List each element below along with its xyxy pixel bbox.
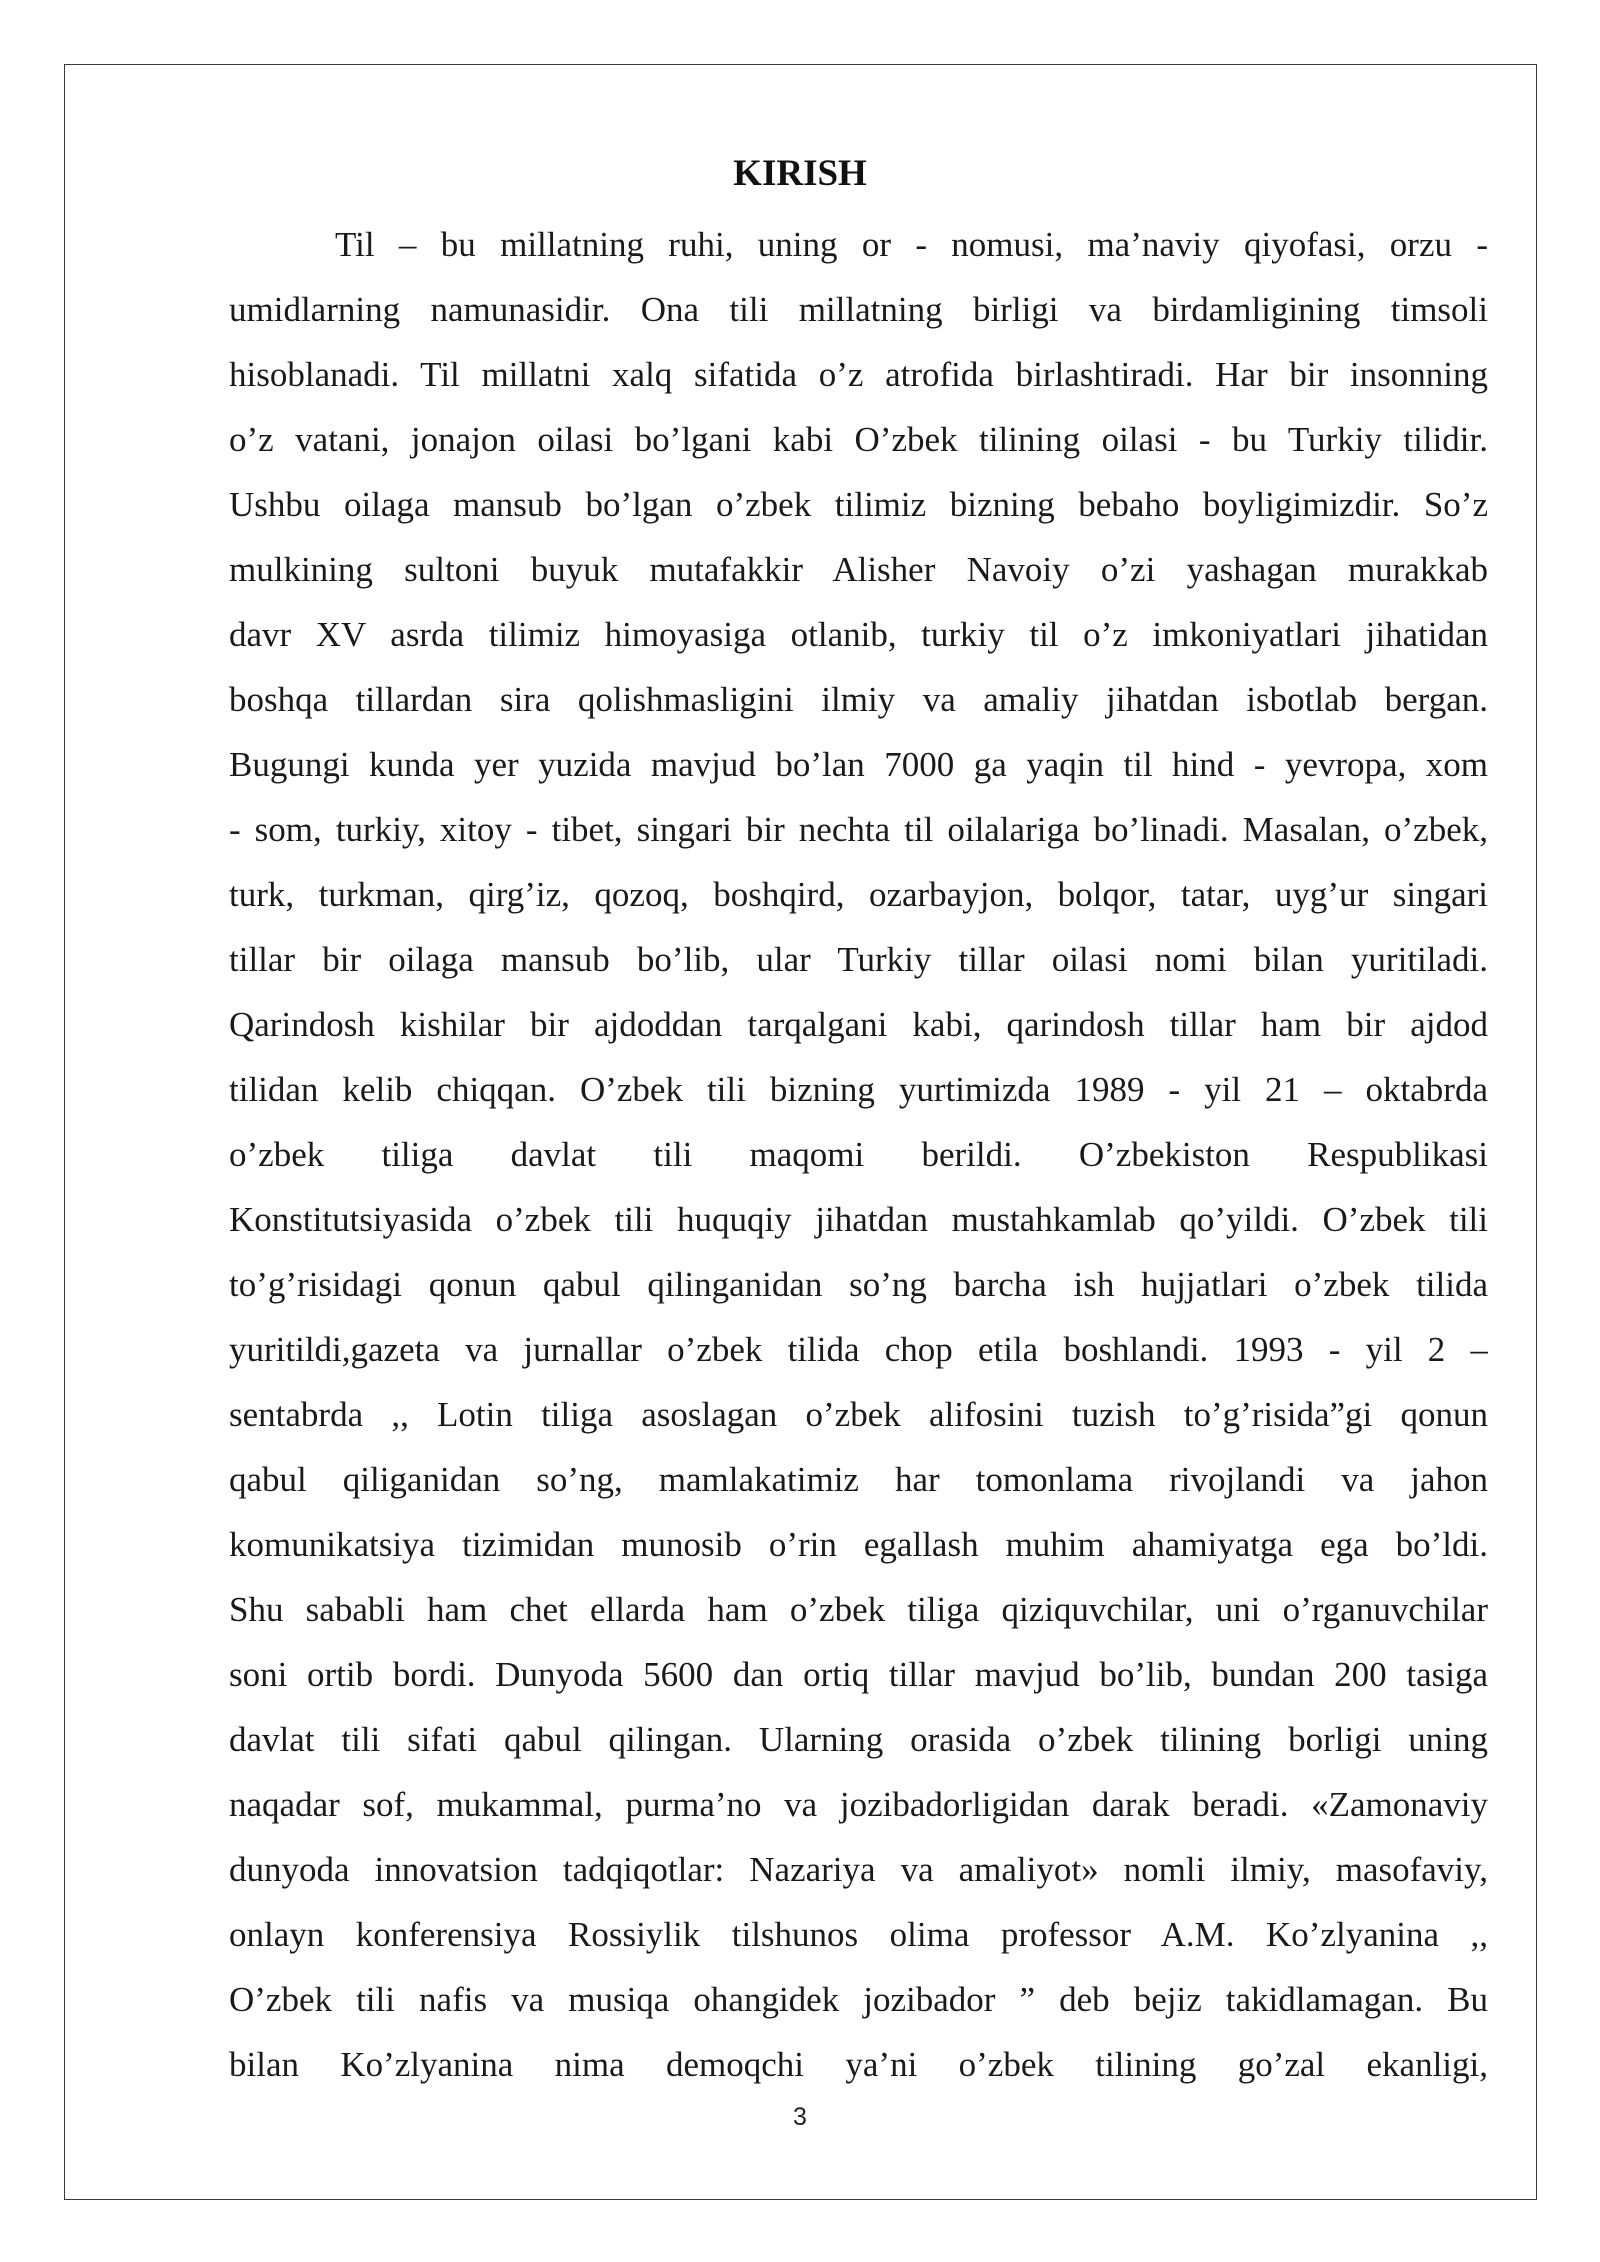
text-line: naqadar sof, mukammal, purma’no va jozibadorligidan darak beradi. «Zamonaviy bbox=[229, 1785, 1488, 1824]
text-line: turk, turkman, qirg’iz, qozoq, boshqird, ozarbayjon, bolqor, tatar, uyg’ur singari bbox=[229, 875, 1488, 914]
body-paragraph bbox=[229, 212, 1488, 2097]
section-title: KIRISH bbox=[733, 153, 867, 194]
text-line: onlayn konferensiya Rossiylik tilshunos olima professor A.M. Ko’zlyanina ,, bbox=[229, 1915, 1488, 1954]
text-line: qabul qiliganidan so’ng, mamlakatimiz har tomonlama rivojlandi va jahon bbox=[229, 1460, 1488, 1499]
text-line: Til – bu millatning ruhi, uning or - nomusi, ma’naviy qiyofasi, orzu - bbox=[335, 225, 1488, 264]
text-line: sentabrda ,, Lotin tiliga asoslagan o’zbek alifosini tuzish to’g’risida”gi qonun bbox=[229, 1395, 1488, 1434]
text-line: soni ortib bordi. Dunyoda 5600 dan ortiq tillar mavjud bo’lib, bundan 200 tasiga bbox=[229, 1655, 1488, 1694]
page-number: 3 bbox=[793, 2103, 807, 2131]
text-line: umidlarning namunasidir. Ona tili millatning birligi va birdamligining timsoli bbox=[229, 290, 1488, 329]
text-line: bilan Ko’zlyanina nima demoqchi ya’ni o’zbek tilining go’zal ekanligi, bbox=[229, 2045, 1488, 2084]
text-line: to’g’risidagi qonun qabul qilinganidan so’ng barcha ish hujjatlari o’zbek tilida bbox=[229, 1265, 1488, 1304]
text-line: yuritildi,gazeta va jurnallar o’zbek tilida chop etila boshlandi. 1993 - yil 2 – bbox=[229, 1330, 1488, 1369]
text-line: tilidan kelib chiqqan. O’zbek tili bizning yurtimizda 1989 - yil 21 – oktabrda bbox=[229, 1070, 1488, 1109]
text-line: dunyoda innovatsion tadqiqotlar: Nazariya va amaliyot» nomli ilmiy, masofaviy, bbox=[229, 1850, 1488, 1889]
text-line: komunikatsiya tizimidan munosib o’rin egallash muhim ahamiyatga ega bo’ldi. bbox=[229, 1525, 1488, 1564]
text-line: Ushbu oilaga mansub bo’lgan o’zbek tilimiz bizning bebaho boyligimizdir. So’z bbox=[229, 485, 1488, 524]
text-line: boshqa tillardan sira qolishmasligini ilmiy va amaliy jihatdan isbotlab bergan. bbox=[229, 680, 1488, 719]
text-line: Qarindosh kishilar bir ajdoddan tarqalgani kabi, qarindosh tillar ham bir ajdod bbox=[229, 1005, 1488, 1044]
text-line: davr XV asrda tilimiz himoyasiga otlanib, turkiy til o’z imkoniyatlari jihatidan bbox=[229, 615, 1488, 654]
text-line: tillar bir oilaga mansub bo’lib, ular Turkiy tillar oilasi nomi bilan yuritiladi. bbox=[229, 940, 1488, 979]
text-line: O’zbek tili nafis va musiqa ohangidek jozibador ” deb bejiz takidlamagan. Bu bbox=[229, 1980, 1488, 2019]
text-line: hisoblanadi. Til millatni xalq sifatida o’z atrofida birlashtiradi. Har bir insonning bbox=[229, 355, 1488, 394]
text-line: Shu sababli ham chet ellarda ham o’zbek tiliga qiziquvchilar, uni o’rganuvchilar bbox=[229, 1590, 1488, 1629]
text-line: Konstitutsiyasida o’zbek tili huquqiy jihatdan mustahkamlab qo’yildi. O’zbek tili bbox=[229, 1200, 1488, 1239]
text-line: o’z vatani, jonajon oilasi bo’lgani kabi O’zbek tilining oilasi - bu Turkiy tilidir. bbox=[229, 420, 1488, 459]
text-line: o’zbek tiliga davlat tili maqomi berildi. O’zbekiston Respublikasi bbox=[229, 1135, 1488, 1174]
text-line: mulkining sultoni buyuk mutafakkir Alisher Navoiy o’zi yashagan murakkab bbox=[229, 550, 1488, 589]
text-line: - som, turkiy, xitoy - tibet, singari bir nechta til oilalariga bo’linadi. Masalan, o’zbek, bbox=[229, 810, 1488, 849]
text-line: Bugungi kunda yer yuzida mavjud bo’lan 7000 ga yaqin til hind - yevropa, xom bbox=[229, 745, 1488, 784]
text-line: davlat tili sifati qabul qilingan. Ularning orasida o’zbek tilining borligi uning bbox=[229, 1720, 1488, 1759]
